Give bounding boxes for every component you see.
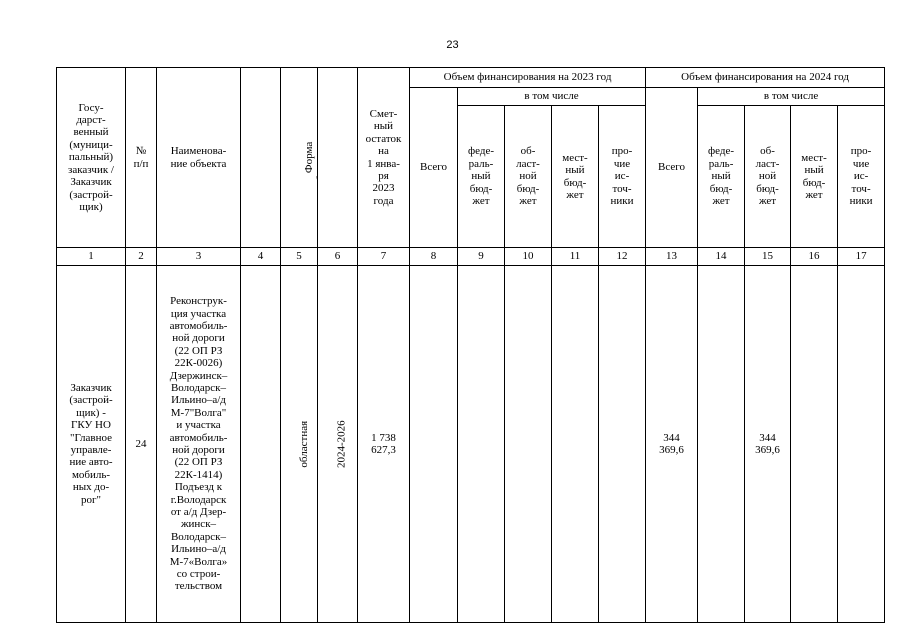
column-number: 3 bbox=[157, 248, 241, 266]
column-number: 2 bbox=[126, 248, 157, 266]
cell-municipality bbox=[241, 266, 281, 623]
column-number: 7 bbox=[358, 248, 410, 266]
header-ownership-label: Форма собственности bbox=[303, 123, 318, 192]
header-federal-2024: феде- раль- ный бюд- жет bbox=[698, 106, 745, 248]
column-number: 8 bbox=[410, 248, 458, 266]
column-number: 1 bbox=[57, 248, 126, 266]
header-funding-2023: Объем финансирования на 2023 год bbox=[410, 68, 646, 88]
cell-other-2023 bbox=[599, 266, 646, 623]
column-number: 15 bbox=[745, 248, 791, 266]
cell-row-number: 24 bbox=[126, 266, 157, 623]
header-other-2023: про- чие ис- точ- ники bbox=[599, 106, 646, 248]
header-row-number: № п/п bbox=[126, 68, 157, 248]
header-estimate: Смет- ный остаток на 1 янва- ря 2023 года bbox=[358, 68, 410, 248]
funding-table bbox=[56, 67, 885, 623]
cell-regional-2023 bbox=[505, 266, 552, 623]
column-number: 9 bbox=[458, 248, 505, 266]
cell-object-name: Реконструк- ция участка автомобиль- ной дороги (22 ОП РЗ 22К-0026) Дзержинск– Володарск– Ильино–а/д М-7"Волга" и участка автомобиль- ной дороги (22 ОП РЗ 22К-1414) Подъезд к г.Володарск от а/д Дзер- жинск– Володарск– Ильино–а/д М-7«Волга» со строи- тельством bbox=[157, 266, 241, 623]
cell-other-2024 bbox=[838, 266, 885, 623]
page-number: 23 bbox=[446, 39, 459, 51]
header-ownership bbox=[281, 68, 318, 248]
table-row bbox=[57, 266, 885, 623]
header-total-2023: Всего bbox=[410, 88, 458, 248]
cell-years bbox=[318, 266, 358, 623]
cell-estimate: 1 738 627,3 bbox=[358, 266, 410, 623]
header-total-2024: Всего bbox=[646, 88, 698, 248]
cell-total-2023 bbox=[410, 266, 458, 623]
column-number: 13 bbox=[646, 248, 698, 266]
cell-regional-2024: 344 369,6 bbox=[745, 266, 791, 623]
header-local-2023: мест- ный бюд- жет bbox=[552, 106, 599, 248]
header-object-name: Наименова- ние объекта bbox=[157, 68, 241, 248]
cell-local-2024 bbox=[791, 266, 838, 623]
cell-years-label: 2024-2026 bbox=[335, 420, 348, 468]
column-number: 11 bbox=[552, 248, 599, 266]
header-including-2024: в том числе bbox=[698, 88, 885, 106]
column-number: 16 bbox=[791, 248, 838, 266]
cell-total-2024: 344 369,6 bbox=[646, 266, 698, 623]
column-number: 17 bbox=[838, 248, 885, 266]
header-years bbox=[318, 68, 358, 248]
header-other-2024: про- чие ис- точ- ники bbox=[838, 106, 885, 248]
column-number: 12 bbox=[599, 248, 646, 266]
column-number: 6 bbox=[318, 248, 358, 266]
header-municipality bbox=[241, 68, 281, 248]
column-number: 14 bbox=[698, 248, 745, 266]
header-funding-2024: Объем финансирования на 2024 год bbox=[646, 68, 885, 88]
column-number: 10 bbox=[505, 248, 552, 266]
cell-local-2023 bbox=[552, 266, 599, 623]
header-including-2023: в том числе bbox=[458, 88, 646, 106]
cell-federal-2024 bbox=[698, 266, 745, 623]
cell-ownership-label: областная bbox=[298, 420, 311, 468]
cell-customer: Заказчик (застрой- щик) - ГКУ НО "Главное управле- ние авто- мобиль- ных до- рог" bbox=[57, 266, 126, 623]
cell-federal-2023 bbox=[458, 266, 505, 623]
header-customer: Госу- дарст- венный (муници- пальный) заказчик / Заказчик (застрой- щик) bbox=[57, 68, 126, 248]
header-regional-2023: об- ласт- ной бюд- жет bbox=[505, 106, 552, 248]
header-federal-2023: феде- раль- ный бюд- жет bbox=[458, 106, 505, 248]
column-number-row bbox=[57, 248, 885, 266]
column-number: 5 bbox=[281, 248, 318, 266]
header-local-2024: мест- ный бюд- жет bbox=[791, 106, 838, 248]
cell-ownership bbox=[281, 266, 318, 623]
header-regional-2024: об- ласт- ной бюд- жет bbox=[745, 106, 791, 248]
column-number: 4 bbox=[241, 248, 281, 266]
